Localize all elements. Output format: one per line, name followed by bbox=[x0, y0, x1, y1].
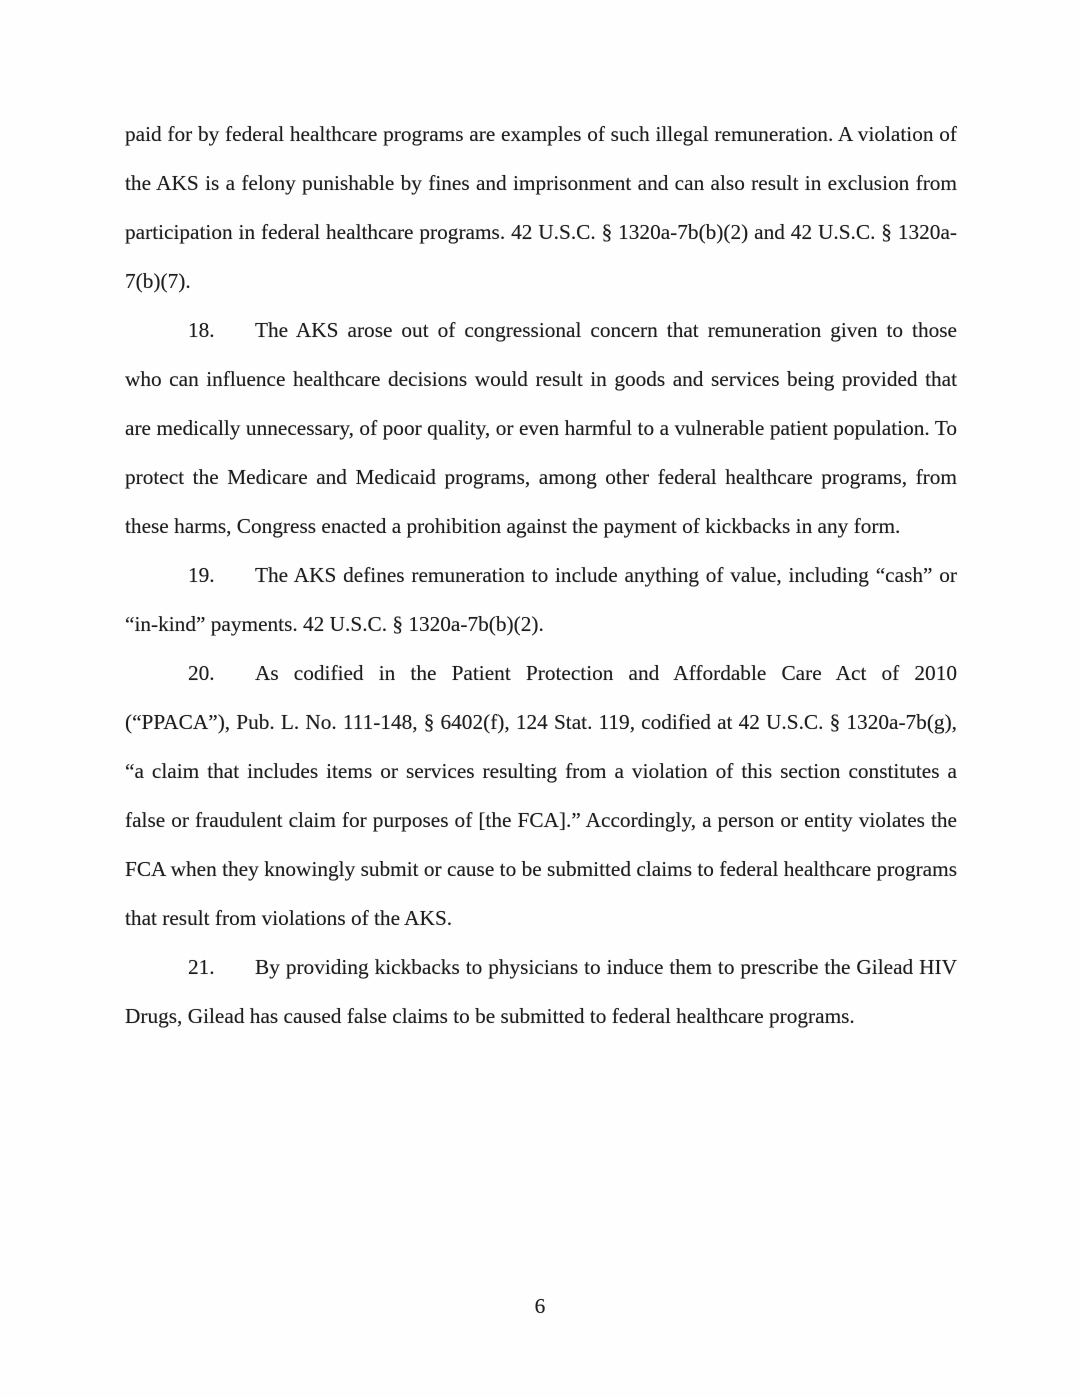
paragraph-text: The AKS arose out of congressional concern that remuneration given to those who can influence healthcare decisions would result in goods and services being provided that are medically unnecessary, of poor quality, or even harmful to a vulnerable patient population. To protect the Medicare and Medicaid programs, among other federal healthcare programs, from these harms, Congress enacted a prohibition against the payment of kickbacks in any form. bbox=[125, 318, 957, 538]
paragraph-text: paid for by federal healthcare programs are examples of such illegal remuneration. A violation of the AKS is a felony punishable by fines and imprisonment and can also result in exclusion from participation in federal healthcare programs. 42 U.S.C. § 1320a-7b(b)(2) and 42 U.S.C. § 1320a-7(b)(7). bbox=[125, 122, 957, 293]
paragraph-number: 20. bbox=[188, 661, 215, 685]
paragraph-18 bbox=[125, 306, 957, 551]
paragraph-19 bbox=[125, 551, 957, 649]
paragraph-number: 18. bbox=[188, 318, 215, 342]
paragraph-number: 19. bbox=[188, 563, 215, 587]
paragraph-20 bbox=[125, 649, 957, 943]
paragraph-text: The AKS defines remuneration to include anything of value, including “cash” or “in-kind” payments. 42 U.S.C. § 1320a-7b(b)(2). bbox=[125, 563, 957, 636]
paragraph-21 bbox=[125, 943, 957, 1041]
paragraph-text: As codified in the Patient Protection and Affordable Care Act of 2010 (“PPACA”), Pub. L. No. 111-148, § 6402(f), 124 Stat. 119, codified at 42 U.S.C. § 1320a-7b(g), “a claim that includes items or services resulting from a violation of this section constitutes a false or fraudulent claim for purposes of [the FCA].” Accordingly, a person or entity violates the FCA when they knowingly submit or cause to be submitted claims to federal healthcare programs that result from violations of the AKS. bbox=[125, 661, 957, 930]
document-body-text bbox=[125, 110, 957, 1041]
paragraph-text: By providing kickbacks to physicians to induce them to prescribe the Gilead HIV Drugs, Gilead has caused false claims to be submitted to federal healthcare programs. bbox=[125, 955, 957, 1028]
paragraph-number: 21. bbox=[188, 955, 215, 979]
paragraph-continuation bbox=[125, 110, 957, 306]
page-number: 6 bbox=[534, 1294, 546, 1318]
